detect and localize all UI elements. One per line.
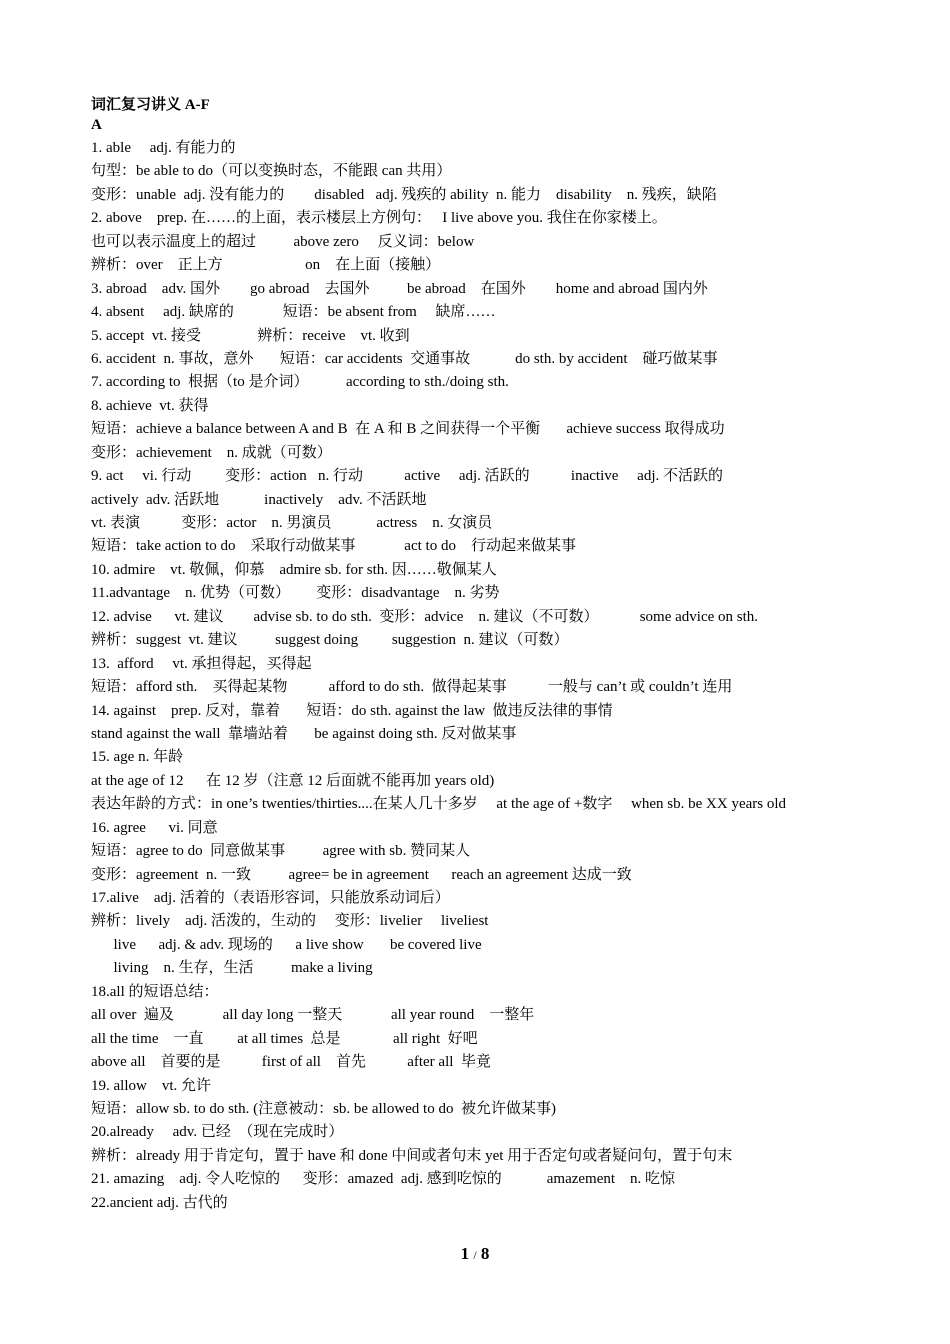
vocabulary-line: vt. 表演 变形：actor n. 男演员 actress n. 女演员 bbox=[91, 515, 493, 531]
vocabulary-line: 10. admire vt. 敬佩，仰慕 admire sb. for sth. 因……敬佩某人 bbox=[91, 561, 497, 578]
vocabulary-line: above all 首要的是 first of all 首先 after all 毕竟 bbox=[91, 1054, 491, 1071]
document-page bbox=[91, 97, 881, 1215]
vocabulary-line: 变形：achievement n. 成就（可数） bbox=[91, 444, 332, 461]
vocabulary-line: 16. agree vi. 同意 bbox=[91, 819, 218, 836]
vocabulary-line: 11.advantage n. 优势（可数） 变形：disadvantage n. 劣势 bbox=[91, 585, 500, 602]
vocabulary-line: all over 遍及 all day long 一整天 all year round 一整年 bbox=[91, 1007, 535, 1024]
vocabulary-line: 辨析：suggest vt. 建议 suggest doing suggestion n. 建议（可数） bbox=[91, 632, 569, 649]
vocabulary-line: 9. act vi. 行动 变形：action n. 行动 active adj. 活跃的 inactive adj. 不活跃的 bbox=[91, 468, 723, 485]
vocabulary-line: 变形：agreement n. 一致 agree= be in agreement reach an agreement 达成一致 bbox=[91, 866, 632, 883]
vocabulary-line: 14. against prep. 反对，靠着 短语：do sth. against the law 做违反法律的事情 bbox=[91, 702, 613, 719]
vocabulary-line: 22.ancient adj. 古代的 bbox=[91, 1194, 228, 1211]
vocabulary-line: 3. abroad adv. 国外 go abroad 去国外 be abroad 在国外 home and abroad 国内外 bbox=[91, 280, 708, 297]
vocabulary-line: 变形：unable adj. 没有能力的 disabled adj. 残疾的 ability n. 能力 disability n. 残疾，缺陷 bbox=[91, 186, 717, 203]
vocabulary-line: 表达年龄的方式：in one’s twenties/thirties....在某人几十多岁 at the age of +数字 when sb. be XX years old bbox=[91, 796, 787, 813]
current-page-number: 1 bbox=[460, 1244, 470, 1263]
vocabulary-line: 17.alive adj. 活着的（表语形容词，只能放系动词后） bbox=[91, 890, 450, 906]
vocabulary-line: 短语：agree to do 同意做某事 agree with sb. 赞同某人 bbox=[91, 843, 471, 860]
vocabulary-line: 8. achieve vt. 获得 bbox=[91, 397, 209, 414]
vocabulary-line: actively adv. 活跃地 inactively adv. 不活跃地 bbox=[91, 491, 427, 508]
vocabulary-line: 7. according to 根据（to 是介词） according to sth./doing sth. bbox=[91, 374, 509, 391]
vocabulary-line: at the age of 12 在 12 岁（注意 12 后面就不能再加 years old) bbox=[91, 772, 495, 789]
section-heading: A bbox=[91, 117, 102, 133]
vocabulary-line: living n. 生存，生活 make a living bbox=[91, 960, 373, 977]
vocabulary-line: live adj. & adv. 现场的 a live show be covered live bbox=[91, 936, 482, 953]
vocabulary-line: 辨析：over 正上方 on 在上面（接触） bbox=[91, 257, 441, 274]
page-separator: / bbox=[473, 1248, 477, 1262]
vocabulary-line: 短语：allow sb. to do sth. (注意被动：sb. be allowed to do 被允许做某事) bbox=[91, 1100, 556, 1117]
vocabulary-line: 6. accident n. 事故，意外 短语：car accidents 交通事故 do sth. by accident 碰巧做某事 bbox=[91, 350, 718, 367]
vocabulary-line: 句型：be able to do（可以变换时态，不能跟 can 共用） bbox=[91, 163, 452, 180]
vocabulary-line: 短语：afford sth. 买得起某物 afford to do sth. 做得起某事 一般与 can’t 或 couldn’t 连用 bbox=[91, 679, 733, 696]
document-title: 词汇复习讲义 A-F bbox=[91, 97, 210, 113]
vocabulary-lines bbox=[91, 137, 881, 1215]
vocabulary-line: 短语：take action to do 采取行动做某事 act to do 行动起来做某事 bbox=[91, 538, 576, 555]
vocabulary-line: 5. accept vt. 接受 辨析：receive vt. 收到 bbox=[91, 327, 410, 344]
vocabulary-line: 13. afford vt. 承担得起，买得起 bbox=[91, 655, 312, 672]
vocabulary-line: all the time 一直 at all times 总是 all right 好吧 bbox=[91, 1030, 478, 1047]
vocabulary-line: 12. advise vt. 建议 advise sb. to do sth. 变形：advice n. 建议（不可数） some advice on sth. bbox=[91, 608, 759, 625]
vocabulary-line: 15. age n. 年龄 bbox=[91, 749, 184, 766]
vocabulary-line: 21. amazing adj. 令人吃惊的 变形：amazed adj. 感到吃惊的 amazement n. 吃惊 bbox=[91, 1171, 676, 1188]
vocabulary-line: 20.already adv. 已经 （现在完成时） bbox=[91, 1124, 344, 1141]
page-footer bbox=[0, 1244, 950, 1264]
vocabulary-line: 4. absent adj. 缺席的 短语：be absent from 缺席…… bbox=[91, 304, 496, 321]
vocabulary-line: 19. allow vt. 允许 bbox=[91, 1077, 211, 1094]
vocabulary-line: 辨析：lively adj. 活泼的，生动的 变形：livelier liveliest bbox=[91, 913, 489, 930]
total-page-number: 8 bbox=[480, 1244, 490, 1263]
vocabulary-line: 也可以表示温度上的超过 above zero 反义词：below bbox=[91, 233, 475, 250]
vocabulary-line: stand against the wall 靠墙站着 be against doing sth. 反对做某事 bbox=[91, 725, 517, 742]
vocabulary-line: 1. able adj. 有能力的 bbox=[91, 140, 236, 156]
vocabulary-line: 2. above prep. 在……的上面，表示楼层上方例句： I live above you. 我住在你家楼上。 bbox=[91, 210, 667, 227]
vocabulary-line: 18.all 的短语总结： bbox=[91, 983, 219, 1000]
vocabulary-line: 辨析：already 用于肯定句，置于 have 和 done 中间或者句末 yet 用于否定句或者疑问句，置于句末 bbox=[91, 1147, 733, 1164]
vocabulary-line: 短语：achieve a balance between A and B 在 A 和 B 之间获得一个平衡 achieve success 取得成功 bbox=[91, 421, 725, 438]
